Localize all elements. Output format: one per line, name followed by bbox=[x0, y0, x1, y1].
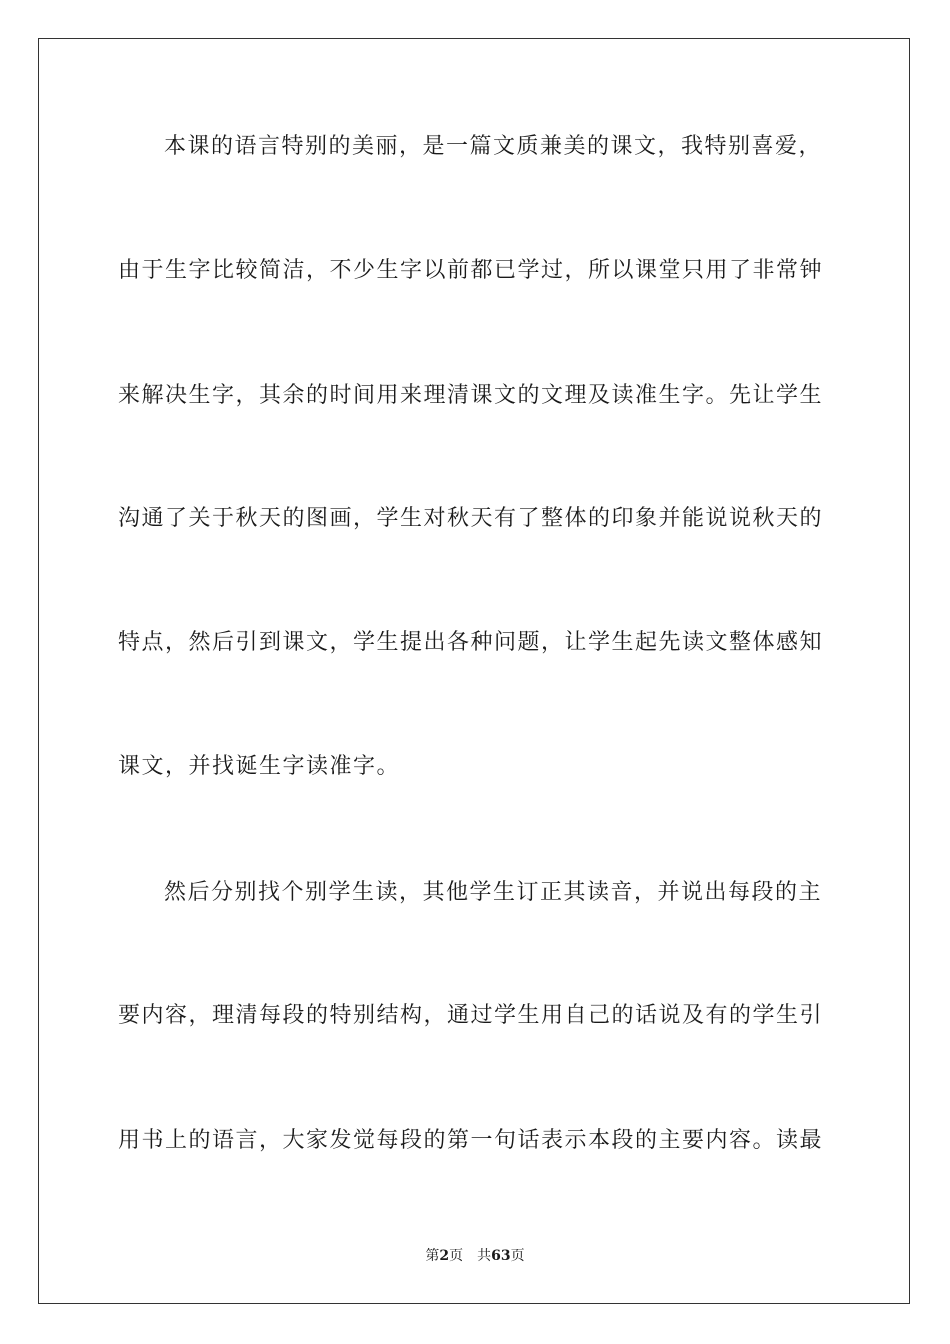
page-prefix: 第 bbox=[425, 1248, 440, 1264]
total-prefix: 共 bbox=[477, 1248, 492, 1264]
paragraph-1-line-6: 课文，并找诞生字读准字。 bbox=[118, 754, 401, 779]
paragraph-1-line-5: 特点，然后引到课文，学生提出各种问题，让学生起先读文整体感知 bbox=[118, 630, 824, 655]
page-suffix: 页 bbox=[449, 1248, 464, 1264]
paragraph-1-line-4: 沟通了关于秋天的图画，学生对秋天有了整体的印象并能说说秋天的 bbox=[118, 506, 824, 531]
paragraph-1-line-2: 由于生字比较简洁，不少生字以前都已学过，所以课堂只用了非常钟 bbox=[118, 258, 824, 283]
page-number: 2 bbox=[439, 1248, 450, 1264]
paragraph-2-line-1: 然后分别找个别学生读，其他学生订正其读音，并说出每段的主 bbox=[164, 880, 823, 905]
total-pages: 63 bbox=[491, 1248, 511, 1264]
paragraph-2-line-2: 要内容，理清每段的特别结构，通过学生用自己的话说及有的学生引 bbox=[118, 1003, 824, 1028]
page-footer bbox=[0, 1247, 950, 1265]
paragraph-2-line-3: 用书上的语言，大家发觉每段的第一句话表示本段的主要内容。读最 bbox=[118, 1128, 824, 1153]
paragraph-1-line-1: 本课的语言特别的美丽，是一篇文质兼美的课文，我特别喜爱， bbox=[164, 134, 823, 159]
page-border bbox=[38, 38, 910, 1304]
total-suffix: 页 bbox=[510, 1248, 525, 1264]
paragraph-1-line-3: 来解决生字，其余的时间用来理清课文的文理及读准生字。先让学生 bbox=[118, 383, 824, 408]
